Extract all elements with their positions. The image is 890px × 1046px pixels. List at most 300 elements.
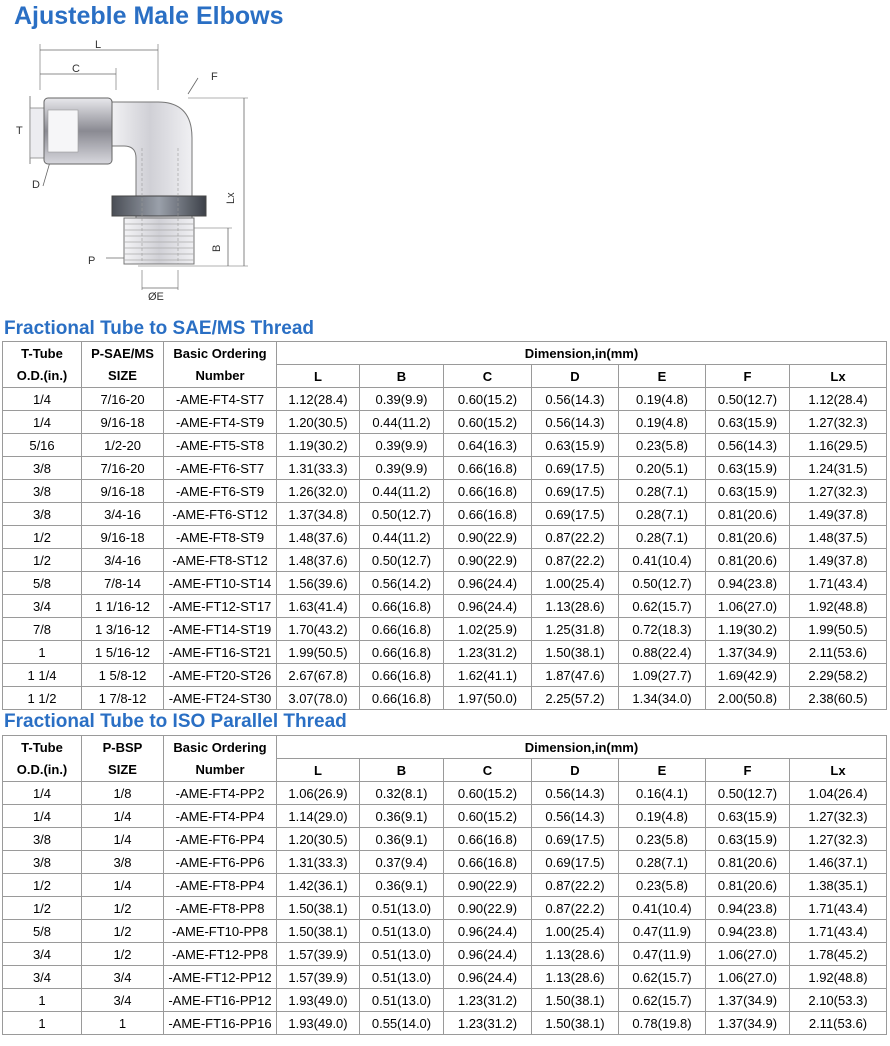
cell-tube-od: 1	[3, 1012, 82, 1035]
dim-label-t: T	[16, 125, 23, 137]
cell-ordering-number: -AME-FT24-ST30	[164, 687, 277, 710]
cell-lx: 2.38(60.5)	[790, 687, 887, 710]
cell-d: 1.87(47.6)	[532, 664, 619, 687]
header-size-2: SIZE	[82, 365, 164, 388]
cell-e: 0.41(10.4)	[619, 549, 706, 572]
cell-d: 0.69(17.5)	[532, 851, 619, 874]
cell-f: 0.63(15.9)	[706, 480, 790, 503]
cell-e: 0.47(11.9)	[619, 920, 706, 943]
cell-tube-od: 5/16	[3, 434, 82, 457]
cell-l: 1.20(30.5)	[277, 411, 360, 434]
cell-b: 0.44(11.2)	[360, 480, 444, 503]
header-col-e: E	[619, 365, 706, 388]
cell-f: 1.06(27.0)	[706, 595, 790, 618]
cell-b: 0.66(16.8)	[360, 595, 444, 618]
header-tube-2: O.D.(in.)	[3, 365, 82, 388]
cell-l: 3.07(78.0)	[277, 687, 360, 710]
cell-e: 1.09(27.7)	[619, 664, 706, 687]
cell-ordering-number: -AME-FT8-ST12	[164, 549, 277, 572]
cell-ordering-number: -AME-FT6-ST12	[164, 503, 277, 526]
cell-c: 1.23(31.2)	[444, 989, 532, 1012]
cell-lx: 1.27(32.3)	[790, 805, 887, 828]
header-order-1: Basic Ordering	[164, 342, 277, 365]
cell-e: 0.19(4.8)	[619, 388, 706, 411]
cell-tube-od: 1/4	[3, 411, 82, 434]
cell-b: 0.44(11.2)	[360, 526, 444, 549]
cell-l: 1.14(29.0)	[277, 805, 360, 828]
cell-tube-od: 3/8	[3, 457, 82, 480]
cell-d: 1.25(31.8)	[532, 618, 619, 641]
cell-d: 0.56(14.3)	[532, 388, 619, 411]
cell-b: 0.37(9.4)	[360, 851, 444, 874]
cell-tube-od: 3/8	[3, 851, 82, 874]
cell-b: 0.51(13.0)	[360, 943, 444, 966]
table-row	[3, 434, 887, 457]
cell-d: 2.25(57.2)	[532, 687, 619, 710]
cell-b: 0.56(14.2)	[360, 572, 444, 595]
dim-label-e: ØE	[148, 291, 164, 300]
cell-l: 1.63(41.4)	[277, 595, 360, 618]
cell-thread-size: 3/4-16	[82, 503, 164, 526]
cell-thread-size: 1 1/16-12	[82, 595, 164, 618]
cell-c: 0.60(15.2)	[444, 805, 532, 828]
dim-label-l: L	[95, 39, 102, 51]
cell-ordering-number: -AME-FT6-ST7	[164, 457, 277, 480]
cell-c: 0.64(16.3)	[444, 434, 532, 457]
cell-l: 1.70(43.2)	[277, 618, 360, 641]
cell-c: 0.60(15.2)	[444, 388, 532, 411]
cell-thread-size: 1/4	[82, 874, 164, 897]
cell-l: 1.31(33.3)	[277, 457, 360, 480]
cell-f: 0.81(20.6)	[706, 526, 790, 549]
cell-f: 1.37(34.9)	[706, 1012, 790, 1035]
cell-thread-size: 1/4	[82, 828, 164, 851]
header-size-1: P-BSP	[82, 736, 164, 759]
cell-d: 0.69(17.5)	[532, 457, 619, 480]
cell-c: 1.23(31.2)	[444, 641, 532, 664]
sae-table-body	[3, 388, 887, 710]
cell-f: 1.37(34.9)	[706, 989, 790, 1012]
header-size-1: P-SAE/MS	[82, 342, 164, 365]
cell-lx: 1.27(32.3)	[790, 828, 887, 851]
cell-f: 0.63(15.9)	[706, 828, 790, 851]
table-row	[3, 618, 887, 641]
cell-b: 0.51(13.0)	[360, 897, 444, 920]
table-row	[3, 388, 887, 411]
cell-lx: 1.27(32.3)	[790, 480, 887, 503]
cell-f: 0.50(12.7)	[706, 782, 790, 805]
cell-d: 1.13(28.6)	[532, 595, 619, 618]
cell-f: 0.94(23.8)	[706, 572, 790, 595]
table-row	[3, 664, 887, 687]
cell-tube-od: 1 1/4	[3, 664, 82, 687]
cell-ordering-number: -AME-FT8-PP8	[164, 897, 277, 920]
cell-ordering-number: -AME-FT12-PP12	[164, 966, 277, 989]
cell-ordering-number: -AME-FT10-ST14	[164, 572, 277, 595]
cell-d: 0.56(14.3)	[532, 411, 619, 434]
cell-e: 0.62(15.7)	[619, 595, 706, 618]
cell-f: 1.37(34.9)	[706, 641, 790, 664]
cell-ordering-number: -AME-FT14-ST19	[164, 618, 277, 641]
header-col-f: F	[706, 759, 790, 782]
table-row	[3, 526, 887, 549]
cell-ordering-number: -AME-FT12-ST17	[164, 595, 277, 618]
cell-tube-od: 5/8	[3, 920, 82, 943]
cell-d: 0.69(17.5)	[532, 828, 619, 851]
cell-thread-size: 1/4	[82, 805, 164, 828]
cell-tube-od: 1/2	[3, 897, 82, 920]
cell-f: 0.81(20.6)	[706, 874, 790, 897]
cell-e: 0.88(22.4)	[619, 641, 706, 664]
header-tube-1: T-Tube	[3, 342, 82, 365]
cell-lx: 1.27(32.3)	[790, 411, 887, 434]
table-row	[3, 411, 887, 434]
cell-thread-size: 1 5/8-12	[82, 664, 164, 687]
header-col-e: E	[619, 759, 706, 782]
cell-e: 0.23(5.8)	[619, 874, 706, 897]
cell-l: 1.06(26.9)	[277, 782, 360, 805]
cell-tube-od: 1/4	[3, 805, 82, 828]
cell-tube-od: 5/8	[3, 572, 82, 595]
cell-thread-size: 9/16-18	[82, 480, 164, 503]
cell-c: 0.96(24.4)	[444, 943, 532, 966]
cell-f: 1.06(27.0)	[706, 943, 790, 966]
cell-b: 0.39(9.9)	[360, 434, 444, 457]
cell-e: 0.78(19.8)	[619, 1012, 706, 1035]
cell-tube-od: 3/8	[3, 503, 82, 526]
cell-d: 0.87(22.2)	[532, 549, 619, 572]
cell-c: 0.96(24.4)	[444, 595, 532, 618]
cell-lx: 1.49(37.8)	[790, 503, 887, 526]
cell-lx: 1.38(35.1)	[790, 874, 887, 897]
cell-e: 0.41(10.4)	[619, 897, 706, 920]
cell-tube-od: 1	[3, 989, 82, 1012]
cell-b: 0.39(9.9)	[360, 388, 444, 411]
cell-tube-od: 1/2	[3, 874, 82, 897]
header-col-d: D	[532, 365, 619, 388]
cell-b: 0.36(9.1)	[360, 828, 444, 851]
cell-c: 1.62(41.1)	[444, 664, 532, 687]
table-row	[3, 480, 887, 503]
cell-f: 0.94(23.8)	[706, 920, 790, 943]
cell-c: 0.90(22.9)	[444, 874, 532, 897]
header-order-2: Number	[164, 365, 277, 388]
cell-b: 0.66(16.8)	[360, 687, 444, 710]
cell-tube-od: 7/8	[3, 618, 82, 641]
cell-f: 0.81(20.6)	[706, 851, 790, 874]
cell-tube-od: 1/4	[3, 388, 82, 411]
iso-spec-table	[2, 735, 887, 1035]
table-row	[3, 572, 887, 595]
header-order-1: Basic Ordering	[164, 736, 277, 759]
dim-label-f: F	[211, 71, 218, 83]
cell-d: 0.56(14.3)	[532, 782, 619, 805]
header-col-c: C	[444, 759, 532, 782]
cell-thread-size: 1 5/16-12	[82, 641, 164, 664]
cell-d: 0.69(17.5)	[532, 480, 619, 503]
cell-ordering-number: -AME-FT4-PP4	[164, 805, 277, 828]
cell-lx: 1.71(43.4)	[790, 897, 887, 920]
dim-label-p: P	[88, 255, 96, 267]
cell-l: 1.31(33.3)	[277, 851, 360, 874]
header-tube-2: O.D.(in.)	[3, 759, 82, 782]
cell-b: 0.44(11.2)	[360, 411, 444, 434]
header-col-l: L	[277, 759, 360, 782]
cell-d: 0.63(15.9)	[532, 434, 619, 457]
cell-b: 0.36(9.1)	[360, 874, 444, 897]
cell-ordering-number: -AME-FT6-ST9	[164, 480, 277, 503]
cell-d: 0.56(14.3)	[532, 805, 619, 828]
cell-tube-od: 1/2	[3, 549, 82, 572]
dim-label-c: C	[72, 63, 80, 75]
header-col-lx: Lx	[790, 365, 887, 388]
cell-lx: 1.48(37.5)	[790, 526, 887, 549]
cell-ordering-number: -AME-FT5-ST8	[164, 434, 277, 457]
cell-l: 1.50(38.1)	[277, 897, 360, 920]
cell-ordering-number: -AME-FT4-ST7	[164, 388, 277, 411]
cell-c: 0.96(24.4)	[444, 920, 532, 943]
header-dimension: Dimension,in(mm)	[277, 342, 887, 365]
cell-l: 1.99(50.5)	[277, 641, 360, 664]
cell-f: 0.50(12.7)	[706, 388, 790, 411]
cell-thread-size: 1 3/16-12	[82, 618, 164, 641]
cell-thread-size: 1/2	[82, 920, 164, 943]
cell-d: 1.50(38.1)	[532, 989, 619, 1012]
cell-thread-size: 3/4	[82, 966, 164, 989]
cell-lx: 1.12(28.4)	[790, 388, 887, 411]
cell-f: 0.63(15.9)	[706, 411, 790, 434]
cell-lx: 2.29(58.2)	[790, 664, 887, 687]
cell-ordering-number: -AME-FT6-PP4	[164, 828, 277, 851]
cell-c: 1.02(25.9)	[444, 618, 532, 641]
header-col-c: C	[444, 365, 532, 388]
cell-f: 0.63(15.9)	[706, 457, 790, 480]
cell-ordering-number: -AME-FT12-PP8	[164, 943, 277, 966]
cell-lx: 1.24(31.5)	[790, 457, 887, 480]
cell-l: 1.93(49.0)	[277, 1012, 360, 1035]
cell-ordering-number: -AME-FT16-PP12	[164, 989, 277, 1012]
cell-d: 1.13(28.6)	[532, 966, 619, 989]
cell-e: 0.47(11.9)	[619, 943, 706, 966]
cell-l: 1.12(28.4)	[277, 388, 360, 411]
cell-lx: 2.11(53.6)	[790, 1012, 887, 1035]
cell-d: 0.87(22.2)	[532, 526, 619, 549]
cell-ordering-number: -AME-FT20-ST26	[164, 664, 277, 687]
cell-lx: 1.99(50.5)	[790, 618, 887, 641]
elbow-fitting-diagram	[8, 38, 308, 300]
cell-lx: 1.49(37.8)	[790, 549, 887, 572]
table-row	[3, 966, 887, 989]
cell-thread-size: 3/4	[82, 989, 164, 1012]
cell-c: 0.90(22.9)	[444, 549, 532, 572]
cell-d: 0.87(22.2)	[532, 897, 619, 920]
cell-thread-size: 7/8-14	[82, 572, 164, 595]
header-col-b: B	[360, 759, 444, 782]
cell-tube-od: 1	[3, 641, 82, 664]
cell-lx: 1.78(45.2)	[790, 943, 887, 966]
cell-l: 1.26(32.0)	[277, 480, 360, 503]
table-row	[3, 687, 887, 710]
cell-c: 0.90(22.9)	[444, 526, 532, 549]
section-title-sae: Fractional Tube to SAE/MS Thread	[4, 318, 315, 339]
cell-c: 0.66(16.8)	[444, 480, 532, 503]
cell-c: 0.60(15.2)	[444, 782, 532, 805]
cell-f: 0.81(20.6)	[706, 503, 790, 526]
cell-c: 0.66(16.8)	[444, 828, 532, 851]
cell-f: 1.06(27.0)	[706, 966, 790, 989]
cell-thread-size: 7/16-20	[82, 388, 164, 411]
cell-c: 0.66(16.8)	[444, 851, 532, 874]
cell-e: 0.16(4.1)	[619, 782, 706, 805]
cell-l: 1.42(36.1)	[277, 874, 360, 897]
cell-ordering-number: -AME-FT4-PP2	[164, 782, 277, 805]
sae-spec-table	[2, 341, 887, 710]
table-row	[3, 641, 887, 664]
section-title-iso: Fractional Tube to ISO Parallel Thread	[4, 711, 347, 732]
cell-f: 0.94(23.8)	[706, 897, 790, 920]
cell-b: 0.36(9.1)	[360, 805, 444, 828]
cell-b: 0.32(8.1)	[360, 782, 444, 805]
cell-thread-size: 1/2-20	[82, 434, 164, 457]
cell-b: 0.51(13.0)	[360, 989, 444, 1012]
cell-b: 0.66(16.8)	[360, 664, 444, 687]
cell-lx: 1.71(43.4)	[790, 572, 887, 595]
table-row	[3, 595, 887, 618]
cell-lx: 1.16(29.5)	[790, 434, 887, 457]
cell-f: 0.81(20.6)	[706, 549, 790, 572]
dim-label-d: D	[32, 179, 40, 191]
cell-f: 2.00(50.8)	[706, 687, 790, 710]
cell-l: 1.57(39.9)	[277, 943, 360, 966]
header-col-f: F	[706, 365, 790, 388]
cell-e: 0.23(5.8)	[619, 828, 706, 851]
cell-e: 0.19(4.8)	[619, 411, 706, 434]
cell-d: 1.50(38.1)	[532, 641, 619, 664]
cell-thread-size: 1 7/8-12	[82, 687, 164, 710]
cell-d: 1.00(25.4)	[532, 572, 619, 595]
table-row	[3, 943, 887, 966]
cell-ordering-number: -AME-FT10-PP8	[164, 920, 277, 943]
cell-c: 0.66(16.8)	[444, 457, 532, 480]
cell-e: 0.50(12.7)	[619, 572, 706, 595]
cell-ordering-number: -AME-FT16-ST21	[164, 641, 277, 664]
table-row	[3, 457, 887, 480]
cell-lx: 2.11(53.6)	[790, 641, 887, 664]
table-row	[3, 782, 887, 805]
header-size-2: SIZE	[82, 759, 164, 782]
cell-ordering-number: -AME-FT8-PP4	[164, 874, 277, 897]
cell-l: 1.93(49.0)	[277, 989, 360, 1012]
cell-lx: 1.04(26.4)	[790, 782, 887, 805]
header-dimension: Dimension,in(mm)	[277, 736, 887, 759]
table-row	[3, 851, 887, 874]
cell-b: 0.55(14.0)	[360, 1012, 444, 1035]
cell-lx: 1.92(48.8)	[790, 595, 887, 618]
cell-lx: 2.10(53.3)	[790, 989, 887, 1012]
cell-tube-od: 1 1/2	[3, 687, 82, 710]
cell-lx: 1.92(48.8)	[790, 966, 887, 989]
table-row	[3, 874, 887, 897]
cell-thread-size: 7/16-20	[82, 457, 164, 480]
cell-f: 0.63(15.9)	[706, 805, 790, 828]
cell-thread-size: 1/2	[82, 897, 164, 920]
cell-c: 0.96(24.4)	[444, 572, 532, 595]
cell-d: 0.69(17.5)	[532, 503, 619, 526]
cell-e: 0.23(5.8)	[619, 434, 706, 457]
cell-c: 1.23(31.2)	[444, 1012, 532, 1035]
cell-b: 0.50(12.7)	[360, 549, 444, 572]
cell-e: 0.28(7.1)	[619, 503, 706, 526]
cell-thread-size: 3/8	[82, 851, 164, 874]
table-row	[3, 805, 887, 828]
cell-b: 0.51(13.0)	[360, 966, 444, 989]
cell-l: 1.48(37.6)	[277, 526, 360, 549]
cell-thread-size: 3/4-16	[82, 549, 164, 572]
cell-d: 0.87(22.2)	[532, 874, 619, 897]
cell-c: 0.60(15.2)	[444, 411, 532, 434]
cell-l: 1.37(34.8)	[277, 503, 360, 526]
cell-thread-size: 9/16-18	[82, 411, 164, 434]
cell-c: 0.66(16.8)	[444, 503, 532, 526]
cell-l: 1.50(38.1)	[277, 920, 360, 943]
cell-tube-od: 3/8	[3, 480, 82, 503]
cell-l: 2.67(67.8)	[277, 664, 360, 687]
cell-e: 0.28(7.1)	[619, 851, 706, 874]
table-row	[3, 920, 887, 943]
cell-tube-od: 3/4	[3, 966, 82, 989]
header-col-lx: Lx	[790, 759, 887, 782]
cell-e: 1.34(34.0)	[619, 687, 706, 710]
cell-thread-size: 1/2	[82, 943, 164, 966]
header-order-2: Number	[164, 759, 277, 782]
cell-b: 0.51(13.0)	[360, 920, 444, 943]
cell-lx: 1.71(43.4)	[790, 920, 887, 943]
cell-c: 1.97(50.0)	[444, 687, 532, 710]
cell-f: 1.69(42.9)	[706, 664, 790, 687]
cell-c: 0.96(24.4)	[444, 966, 532, 989]
table-row	[3, 503, 887, 526]
iso-table-body	[3, 782, 887, 1035]
dim-label-b: B	[211, 244, 223, 252]
cell-b: 0.66(16.8)	[360, 618, 444, 641]
cell-l: 1.56(39.6)	[277, 572, 360, 595]
cell-d: 1.00(25.4)	[532, 920, 619, 943]
cell-e: 0.62(15.7)	[619, 966, 706, 989]
header-col-b: B	[360, 365, 444, 388]
dim-label-lx: Lx	[225, 192, 237, 204]
cell-e: 0.20(5.1)	[619, 457, 706, 480]
cell-f: 0.56(14.3)	[706, 434, 790, 457]
cell-tube-od: 3/4	[3, 943, 82, 966]
cell-c: 0.90(22.9)	[444, 897, 532, 920]
cell-l: 1.19(30.2)	[277, 434, 360, 457]
cell-ordering-number: -AME-FT16-PP16	[164, 1012, 277, 1035]
cell-thread-size: 1/8	[82, 782, 164, 805]
cell-ordering-number: -AME-FT4-ST9	[164, 411, 277, 434]
table-row	[3, 1012, 887, 1035]
cell-e: 0.19(4.8)	[619, 805, 706, 828]
header-col-d: D	[532, 759, 619, 782]
table-row	[3, 897, 887, 920]
cell-e: 0.72(18.3)	[619, 618, 706, 641]
cell-e: 0.62(15.7)	[619, 989, 706, 1012]
cell-ordering-number: -AME-FT8-ST9	[164, 526, 277, 549]
cell-lx: 1.46(37.1)	[790, 851, 887, 874]
cell-l: 1.48(37.6)	[277, 549, 360, 572]
cell-b: 0.39(9.9)	[360, 457, 444, 480]
page-title: Ajusteble Male Elbows	[14, 2, 284, 30]
cell-f: 1.19(30.2)	[706, 618, 790, 641]
